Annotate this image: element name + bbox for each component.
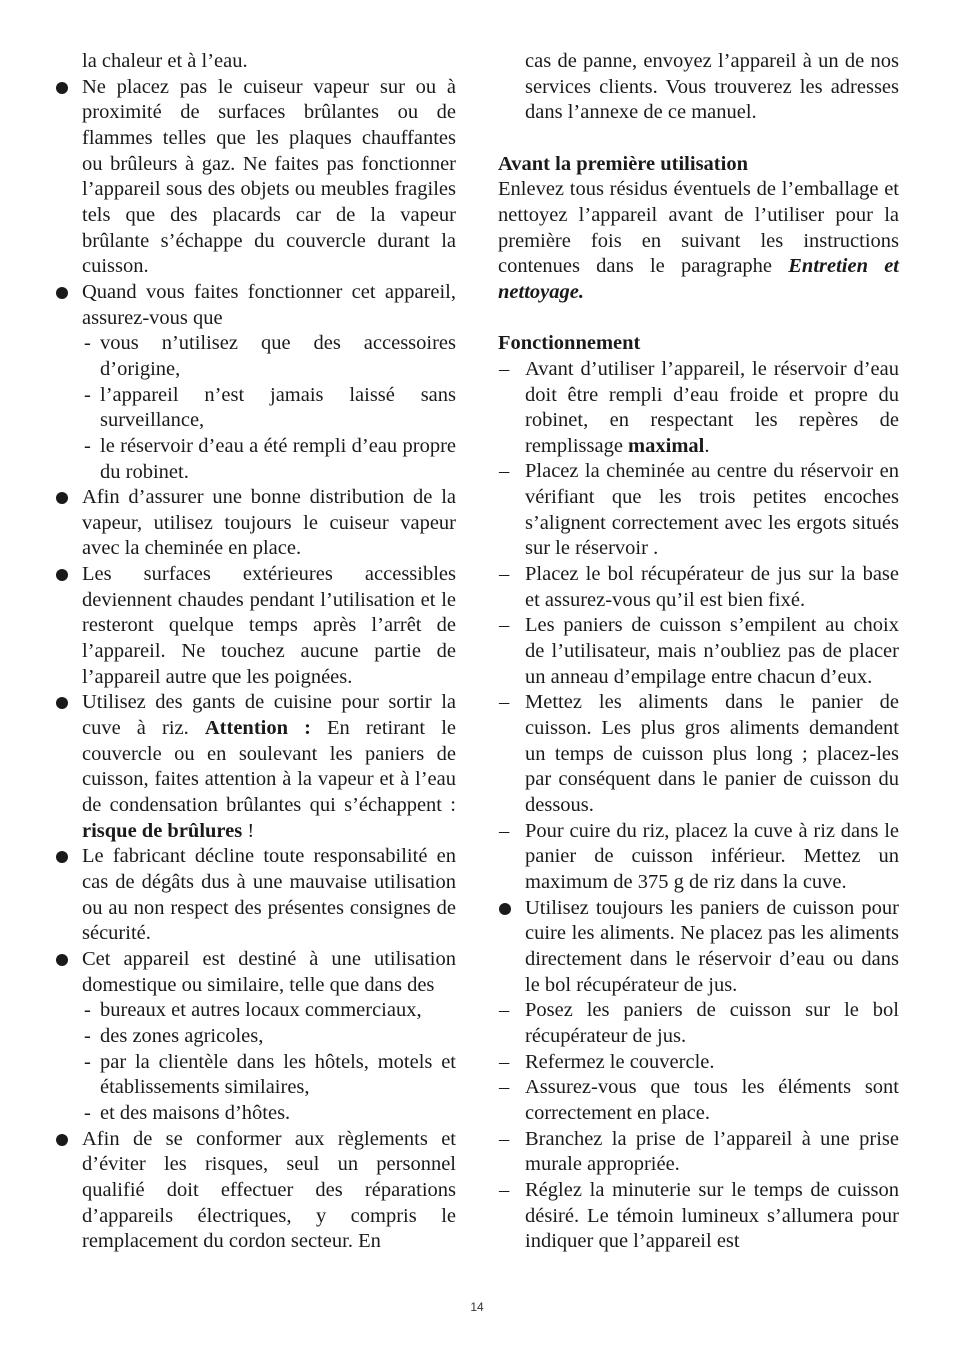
operation-step: – Mettez les aliments dans le panier de cuisson. Les plus gros aliments demandent un temps de cuisson plus long ; placez-les par conséquent dans le panier de cuisson du dessous. xyxy=(499,691,899,816)
safety-bullet xyxy=(55,280,456,485)
section-heading-operation: Fonctionnement xyxy=(498,332,641,355)
spacer xyxy=(498,306,899,332)
bullet-dot-icon xyxy=(56,851,68,863)
bullet-dot-icon xyxy=(56,492,68,504)
dash-marker: – xyxy=(499,563,510,586)
continued-text: la chaleur et à l’eau. xyxy=(82,50,248,72)
operation-step: – Les paniers de cuisson s’empilent au choix de l’utilisateur, mais n’oubliez pas de placer un anneau d’empilage entre chacun d’eux. xyxy=(499,614,899,688)
bullet-text: Quand vous faites fonctionner cet appareil, assurez-vous que xyxy=(82,280,456,329)
operation-step: – Placez la cheminée au centre du réservoir en vérifiant que les trois petites encoches s’alignent correctement avec les ergots situés sur le réservoir . xyxy=(499,460,899,560)
dash-marker: – xyxy=(499,460,510,483)
dash-marker: – xyxy=(499,1050,510,1073)
dash-marker: - xyxy=(84,1050,91,1073)
safety-bullet xyxy=(55,75,456,280)
safety-bullet xyxy=(55,947,456,1127)
spacer xyxy=(498,126,899,152)
burn-risk-warning: risque de brûlures xyxy=(82,819,243,842)
safety-bullet xyxy=(55,485,456,562)
dash-marker: – xyxy=(499,614,510,637)
safety-bullet xyxy=(55,1127,456,1255)
sub-list-item: - vous n’utilisez que des accessoires d’origine, xyxy=(84,332,456,380)
operation-step: – Branchez la prise de l’appareil à une prise murale appropriée. xyxy=(499,1127,899,1176)
dash-marker: – xyxy=(499,1076,510,1099)
safety-bullet xyxy=(55,844,456,947)
operation-step: – Posez les paniers de cuisson sur le bol récupérateur de jus. xyxy=(499,999,899,1047)
dash-marker: - xyxy=(84,332,91,355)
page-number: 14 xyxy=(470,1300,484,1314)
operation-step: – Refermez le couvercle. xyxy=(498,1050,899,1076)
bullet-dot-icon xyxy=(56,287,68,299)
dash-marker: – xyxy=(499,999,510,1022)
right-column xyxy=(498,49,899,1255)
dash-marker: – xyxy=(499,1178,510,1201)
sub-list-item: - le réservoir d’eau a été rempli d’eau propre du robinet. xyxy=(84,434,456,483)
dash-marker: - xyxy=(84,1024,91,1047)
safety-bullet: Utilisez des gants de cuisine pour sortir la cuve à riz. Attention : En retirant le couvercle ou en soulevant les paniers de cuisson, faites attention à la vapeur et à l’eau de condensation brûlantes qui s’échappent : risque de brûlures ! xyxy=(55,690,456,844)
operation-step: – Réglez la minuterie sur le temps de cuisson désiré. Le témoin lumineux s’allumera pour indiquer que l’appareil est xyxy=(499,1178,899,1253)
attention-label: Attention : xyxy=(204,717,311,740)
dash-marker: - xyxy=(84,434,91,457)
operation-step: – Pour cuire du riz, placez la cuve à riz dans le panier de cuisson inférieur. Mettez un maximum de 375 g de riz dans la cuve. xyxy=(499,819,899,893)
sub-list-item: - des zones agricoles, xyxy=(82,1024,456,1050)
continued-text: cas de panne, envoyez l’appareil à un de nos services clients. Vous trouverez les adresses dans l’annexe de ce manuel. xyxy=(525,50,899,124)
bullet-dot-icon xyxy=(56,697,68,709)
sub-list xyxy=(82,998,456,1126)
bullet-text: Cet appareil est destiné à une utilisation domestique ou similaire, telle que dans des xyxy=(82,947,456,996)
dash-marker: – xyxy=(499,357,510,380)
bullet-text: Ne placez pas le cuiseur vapeur sur ou à proximité de surfaces brûlantes ou de flammes telles que les plaques chauffantes ou brûleurs à gaz. Ne faites pas fonctionner l’appareil sous des objets ou meubles fragiles tels que des placards car de la vapeur brûlante s’échappe du couvercle durant la cuisson. xyxy=(82,75,456,278)
dash-marker: – xyxy=(499,691,510,714)
operation-step: – Placez le bol récupérateur de jus sur la base et assurez-vous qu’il est bien fixé. xyxy=(499,563,899,611)
safety-bullet xyxy=(55,562,456,690)
bullet-text: Afin d’assurer une bonne distribution de la vapeur, utilisez toujours le cuiseur vapeur avec la cheminée en place. xyxy=(82,486,456,560)
dash-marker: – xyxy=(499,819,510,842)
dash-marker: - xyxy=(84,999,91,1022)
bullet-text: Afin de se conformer aux règlements et d’éviter les risques, seul un personnel qualifié doit effectuer des réparations d’appareils électriques, y compris le remplacement du cordon secteur. En xyxy=(82,1127,456,1253)
operation-step: – Avant d’utiliser l’appareil, le réservoir d’eau doit être rempli d’eau froide et propre du robinet, en respectant les repères de remplissage maximal. xyxy=(499,357,899,457)
bullet-text: Les surfaces extérieures accessibles deviennent chaudes pendant l’utilisation et le resteront quelque temps après l’arrêt de l’appareil. Ne touchez aucune partie de l’appareil autre que les poignées. xyxy=(82,563,456,688)
dash-marker: - xyxy=(84,383,91,406)
bullet-dot-icon xyxy=(56,954,68,966)
sub-list-item: - l’appareil n’est jamais laissé sans surveillance, xyxy=(84,383,456,432)
bullet-dot-icon xyxy=(56,569,68,581)
dash-marker: – xyxy=(499,1127,510,1150)
bullet-text: Le fabricant décline toute responsabilité en cas de dégâts dus à une mauvaise utilisation ou au non respect des présentes consignes de sécurité. xyxy=(82,845,456,945)
operation-warning-bullet: Utilisez toujours les paniers de cuisson pour cuire les aliments. Ne placez pas les aliments directement dans le réservoir d’eau ou dans le bol récupérateur de jus. xyxy=(498,896,899,999)
bullet-dot-icon xyxy=(499,903,511,915)
section-heading-first-use: Avant la première utilisation xyxy=(498,152,748,175)
left-column xyxy=(55,49,456,1255)
sub-list-item: - et des maisons d’hôtes. xyxy=(82,1101,456,1127)
sub-list-item: - par la clientèle dans les hôtels, motels et établissements similaires, xyxy=(84,1050,456,1099)
bullet-dot-icon xyxy=(56,1134,68,1146)
sub-list-item: - bureaux et autres locaux commerciaux, xyxy=(82,998,456,1024)
bullet-dot-icon xyxy=(56,82,68,94)
first-use-paragraph: Enlevez tous résidus éventuels de l’emballage et nettoyez l’appareil avant de l’utiliser pour la première fois en suivant les instructions contenues dans le paragraphe Entretien et nettoyage. xyxy=(498,178,899,303)
dash-marker: - xyxy=(84,1101,91,1124)
operation-step: – Assurez-vous que tous les éléments sont correctement en place. xyxy=(499,1076,899,1124)
maintenance-reference: Entretien et nettoyage. xyxy=(498,255,899,303)
max-fill-label: maximal xyxy=(628,434,705,457)
sub-list xyxy=(82,331,456,485)
